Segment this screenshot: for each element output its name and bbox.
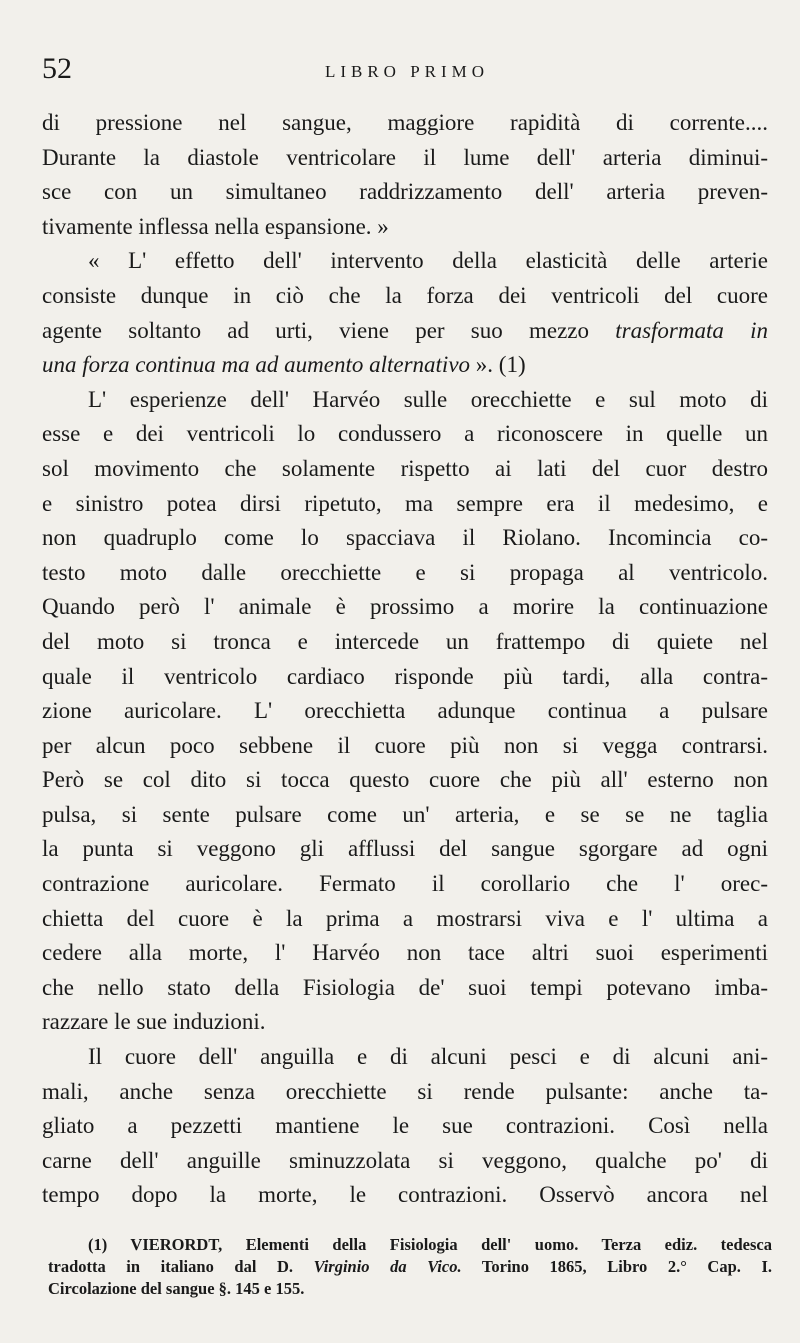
text-line: una forza continua ma ad aumento alternativo ». (1) xyxy=(42,352,526,378)
italic-text: una forza continua ma ad aumento alternativo xyxy=(42,352,471,378)
running-title: LIBRO PRIMO xyxy=(324,62,490,81)
text-line: esse e dei ventricoli lo condussero a riconoscere in quelle un xyxy=(42,421,768,447)
text-line: carne dell' anguille sminuzzolata si veggono, qualche po' di xyxy=(42,1147,768,1173)
text-line: Però se col dito si tocca questo cuore che più all' esterno non xyxy=(42,767,768,793)
text-line: Quando però l' animale è prossimo a morire la continuazione xyxy=(42,594,768,620)
text-line: la punta si veggono gli afflussi del sangue sgorgare ad ogni xyxy=(42,836,768,862)
text-line: che nello stato della Fisiologia de' suoi tempi potevano imba- xyxy=(42,974,768,1000)
text-line: testo moto dalle orecchiette e si propaga al ventricolo. xyxy=(42,559,768,585)
text-line: tivamente inflessa nella espansione. » xyxy=(42,213,389,239)
page-header xyxy=(42,52,772,92)
italic-text: trasformata in xyxy=(615,317,769,343)
text-line: sol movimento che solamente rispetto ai lati del cuor destro xyxy=(42,455,768,481)
text-line: cedere alla morte, l' Harvéo non tace altri suoi esperimenti xyxy=(42,940,768,966)
text-line: Il cuore dell' anguilla e di alcuni pesci e di alcuni ani- xyxy=(88,1044,768,1070)
footnote-line: Circolazione del sangue §. 145 e 155. xyxy=(48,1279,305,1298)
text-line: per alcun poco sebbene il cuore più non si vegga contrarsi. xyxy=(42,732,768,758)
text-line: e sinistro potea dirsi ripetuto, ma sempre era il medesimo, e xyxy=(42,490,768,516)
text-line: gliato a pezzetti mantiene le sue contrazioni. Così nella xyxy=(42,1113,768,1139)
body-text xyxy=(42,106,768,1213)
footnote-line: tradotta in italiano dal D. Virginio da Vico. Torino 1865, Libro 2.° Cap. I. xyxy=(48,1257,772,1276)
text-line: Durante la diastole ventricolare il lume dell' arteria diminui- xyxy=(42,144,768,170)
text-line: « L' effetto dell' intervento della elasticità delle arterie xyxy=(88,248,768,274)
text-line: consiste dunque in ciò che la forza dei ventricoli del cuore xyxy=(42,282,768,308)
text-line: agente soltanto ad urti, viene per suo mezzo trasformata in xyxy=(42,317,769,343)
text-line: quale il ventricolo cardiaco risponde più tardi, alla contra- xyxy=(42,663,768,689)
page-number: 52 xyxy=(42,52,72,85)
text-line: chietta del cuore è la prima a mostrarsi viva e l' ultima a xyxy=(42,905,768,931)
text-line: sce con un simultaneo raddrizzamento dell' arteria preven- xyxy=(42,179,768,205)
text-line: non quadruplo come lo spacciava il Riolano. Incomincia co- xyxy=(42,525,768,551)
footnote-line: (1) VIERORDT, Elementi della Fisiologia dell' uomo. Terza ediz. tedesca xyxy=(88,1235,772,1254)
text-line: mali, anche senza orecchiette si rende pulsante: anche ta- xyxy=(42,1078,768,1104)
text-line: del moto si tronca e intercede un frattempo di quiete nel xyxy=(42,628,768,654)
text-line: zione auricolare. L' orecchietta adunque continua a pulsare xyxy=(42,698,768,724)
text-line: razzare le sue induzioni. xyxy=(42,1009,266,1035)
text-line: contrazione auricolare. Fermato il corollario che l' orec- xyxy=(42,871,768,897)
text-line: pulsa, si sente pulsare come un' arteria, e se se ne taglia xyxy=(42,801,768,827)
italic-text: Virginio da Vico. xyxy=(313,1257,462,1276)
text-line: L' esperienze dell' Harvéo sulle orecchiette e sul moto di xyxy=(88,386,768,412)
footnote xyxy=(48,1234,772,1300)
text-line: tempo dopo la morte, le contrazioni. Osservò ancora nel xyxy=(42,1182,768,1208)
text-line: di pressione nel sangue, maggiore rapidità di corrente.... xyxy=(42,110,768,135)
